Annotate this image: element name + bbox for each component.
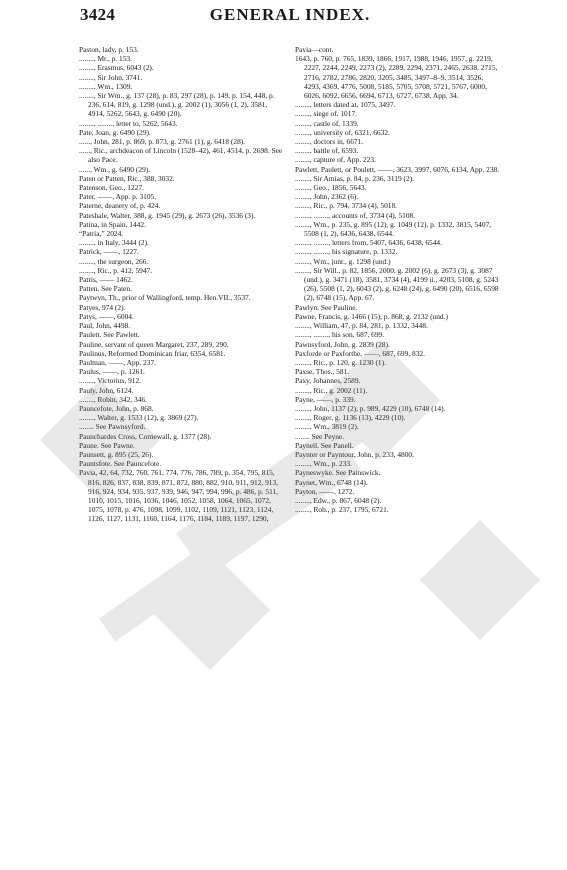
index-entry: ........, the surgeon, 266. bbox=[79, 256, 149, 266]
index-entry: ........, letters dated at, 1075, 3497. bbox=[295, 100, 396, 110]
index-entry: ........ See Peyne. bbox=[295, 431, 345, 441]
index-entry: Payton, ——, 1272. bbox=[295, 486, 355, 496]
index-entry: Paterne, deanery of, p. 424. bbox=[79, 201, 161, 211]
running-title: GENERAL INDEX. bbox=[209, 5, 371, 24]
index-entry: Pavia—cont. bbox=[295, 45, 334, 54]
index-entry: Paunchardes Cross, Cornewall, g. 1377 (28). bbox=[79, 431, 212, 441]
index-entry: Paxforde or Paxforthe, ——, 687, 699, 832. bbox=[295, 348, 425, 358]
index-entry: ........, Sir Amias, p. 84, p. 236, 3119 (2). bbox=[295, 173, 414, 183]
index-entry: ........, Wm., junr., g. 1298 (und.) bbox=[295, 256, 391, 266]
index-entry: ........, university of, 6321, 6632. bbox=[295, 127, 390, 137]
index-entry: “Patria,” 2024. bbox=[79, 229, 124, 239]
index-entry: ........, Wm., p. 233. bbox=[295, 459, 352, 469]
index-entry: Paunsett, g. 895 (25, 26). bbox=[79, 449, 154, 459]
index-entry: Pate, Joan, g. 6490 (29). bbox=[79, 127, 151, 137]
index-entry: ........, Wm., p. 235, g. 895 (12), g. 1049 (12), p. 1332, 3815, 5407, 5508 (1, 2), 6436, 6438, 6544. bbox=[295, 219, 492, 239]
index-entry: ........, Sir Will., p. 82, 1856, 2000, g. 2002 (6), g. 2673 (3), g. 3087 (und.), g. 3471 (18), 3581, 3734 (4), 4199 ii., 4203, 5108, g. 5243 (26), 5508 (1, 2), 6043 (2), g. 6248 (24), g. 6490 (20), 6516, 6598 (2), 6748 (15), App. 67. bbox=[295, 265, 499, 303]
index-entry: Payne, ——, p. 339. bbox=[295, 394, 356, 404]
index-entry: ........, Sir Wm., g. 137 (28), p. 83, 297 (28), p. 149, p. 154, 448, p. 236, 614, 819, g. 1298 (und.), g. 2002 (1), 3056 (1, 2), 3581, 4914, 5262, 5643, g. 6490 (20). bbox=[79, 91, 275, 119]
index-entry: ........, Walter, g. 1533 (12), g. 3869 (27). bbox=[79, 413, 199, 423]
index-entry: ........, ........, his son, 687, 699. bbox=[295, 330, 385, 340]
index-entry: ........, castle of, 1339. bbox=[295, 118, 359, 128]
index-entry: ........, doctors in, 6671. bbox=[295, 137, 364, 147]
page-number: 3424 bbox=[80, 5, 116, 24]
index-entry: Paynter or Payntour, John, p. 233, 4800. bbox=[295, 449, 414, 459]
index-entry: ........, Wm., 3819 (2). bbox=[295, 422, 359, 432]
index-entry: Patenson, Geo., 1227. bbox=[79, 183, 144, 193]
index-entry: Pauline, servant of queen Margaret, 237, 289, 290. bbox=[79, 339, 229, 349]
index-entry: ......, Ric., archdeacon of Lincoln (1528–42), 461, 4514, p. 2698. See also Pace. bbox=[79, 146, 283, 165]
index-entry: ........, ........, his signature, p. 1332. bbox=[295, 247, 398, 257]
index-entry: Pawlyn. See Pauline. bbox=[295, 302, 358, 312]
index-entry: Paynet, Wm., 6748 (14). bbox=[295, 477, 368, 487]
index-entry: ........, Victorius, 912. bbox=[79, 376, 142, 386]
index-entry: Paulman, ——, App. 237. bbox=[79, 357, 156, 367]
index-entry: ......, John, 281, p. 869, p. 873, g. 2761 (1), g. 6418 (28). bbox=[79, 137, 246, 147]
index-entry: Paulinus, Reformed Dominican friar, 6354, 6581. bbox=[79, 348, 226, 358]
index-entry: 1643, p. 760, p. 765, 1839, 1866, 1917, 1988, 1946, 1957, g. 2219, 2227, 2244, 2249, 2273 (2), 2289, 2294, 2371, 2465, 2638, 2715, 2716, 2782, 2786, 2820, 3205, 3485, 3497–8–9, 3514, 3526, 4293, 4369, 4776, 5008, 5185, 5705, 5708, 5721, 5767, 6000, 6026, 6092, 6656, 6694, 6713, 6727, 6738, App. 34. bbox=[295, 54, 498, 101]
index-entry: Paxse, Thos., 581. bbox=[295, 367, 350, 377]
index-entry: Paune. See Pawne. bbox=[79, 440, 135, 450]
index-entry: Pauntsfote. See Pauncefote. bbox=[79, 459, 162, 469]
index-entry: ......, Wm., g. 6490 (29). bbox=[79, 164, 151, 174]
index-entry: ........ See Pawnsyford. bbox=[79, 422, 146, 432]
index-entry: ........, Ric., g. 2002 (11). bbox=[295, 385, 368, 395]
index-entry: ........, in Italy, 3444 (2). bbox=[79, 238, 149, 248]
index-entry: ........, Edw., p. 867, 6048 (2). bbox=[295, 495, 382, 505]
index-entry: ........, John, 2362 (6). bbox=[295, 192, 359, 202]
index-entry: ........, Robin, 342, 346. bbox=[79, 394, 147, 404]
index-entry: Paytwyn, Th., prior of Wallingford, temp. Hen.VII., 3537. bbox=[79, 293, 251, 303]
index-entry: Paulett. See Pawlett. bbox=[79, 330, 140, 340]
index-entry: ........, Roger, g. 1136 (13), 4229 (10). bbox=[295, 413, 406, 423]
page-header bbox=[80, 5, 500, 29]
index-entry: ........, ........, letters from, 5407, 6436, 6438, 6544. bbox=[295, 238, 442, 248]
index-entry: ........, Wm., 1309. bbox=[79, 81, 133, 91]
index-entry: ........, Geo., 1856, 5643. bbox=[295, 183, 367, 193]
index-entry: Pawlett, Paulett, or Poulett, ——, 3623, 3997, 6076, 6134, App. 238. bbox=[295, 164, 500, 174]
index-entry: ........, Sir John, 3741. bbox=[79, 72, 143, 82]
index-entry: ........, ........, accounts of, 3734 (4), 5108. bbox=[295, 210, 416, 220]
index-entry: Pateshale, Walter, 388, g. 1945 (29), g. 2673 (26), 3536 (3). bbox=[79, 210, 256, 220]
index-entry: Pater, ——, App. p. 3105. bbox=[79, 192, 157, 202]
index-entry: Pavia, 42, 64, 732, 760, 761, 774, 776, 786, 789, p. 354, 795, 815, 816, 826, 837, 838, 839, 871, 872, 880, 882, 910, 911, 912, 913, 916, 924, 934, 935, 937, 939, 946, 947, 994, 996, p. 486, p. 511, 1010, 1015, 1016, 1036, 1046, 1052, 1058, 1064, 1065, 1072, 1075, 1078, p. 476, 1098, 1099, 1102, 1109, 1121, 1123, 1124, 1126, 1127, 1131, 1160, 1164, 1176, 1184, 1189, 1197, 1290, bbox=[79, 468, 279, 524]
index-entry: Pawnsyford, John, g. 2839 (28). bbox=[295, 339, 390, 349]
index-entry: Patina, in Spain, 1442. bbox=[79, 219, 146, 229]
index-entry: Paston, lady, p. 153. bbox=[79, 45, 139, 54]
index-entry: Payneswyke. See Painswick. bbox=[295, 468, 381, 478]
index-entry: ........, siege of, 1017. bbox=[295, 109, 357, 119]
index-entry: Patris, —— 1462. bbox=[79, 275, 133, 285]
index-entry: ........, William, 47, p. 84, 281, p. 1332, 3448. bbox=[295, 321, 428, 331]
index-entry: Paulus, ——, p. 1261. bbox=[79, 367, 145, 377]
index-entry: ........, ........, letter to, 5262, 5643. bbox=[79, 118, 178, 128]
index-column-left bbox=[79, 45, 284, 524]
index-entry: Patrick, ——, 1227. bbox=[79, 247, 139, 257]
index-entry: ........, Erasmus, 6043 (2). bbox=[79, 63, 154, 73]
index-entry: Paul, John, 4498. bbox=[79, 321, 131, 331]
index-entry: Pawne, Francis, g. 1466 (15), p. 868, g. 2132 (und.) bbox=[295, 311, 448, 321]
index-entry: Pauncefote, John, p. 868. bbox=[79, 403, 154, 413]
index-entry: ........, capture of, App. 223. bbox=[295, 155, 376, 165]
index-entry: ........, Ric., p. 120, g. 1230 (1). bbox=[295, 357, 386, 367]
index-entry: ........, Rob., p. 237, 1795, 6721. bbox=[295, 505, 389, 515]
index-entry: ........, battle of, 6593. bbox=[295, 146, 359, 156]
index-column-right bbox=[295, 45, 501, 514]
index-entry: ........, Ric., p. 412, 5947. bbox=[79, 265, 153, 275]
index-entry: Patyes, 974 (2). bbox=[79, 302, 126, 312]
index-entry: Paten or Patten, Ric., 388, 3032. bbox=[79, 173, 175, 183]
index-entry: ........, John, 1137 (2), p. 989, 4229 (10), 6748 (14). bbox=[295, 403, 446, 413]
index-entry: Patten. See Paten. bbox=[79, 284, 132, 294]
index-entry: ........, Ric., p. 794, 3734 (4), 5018. bbox=[295, 201, 398, 211]
index-entry: Patys, ——, 6004. bbox=[79, 311, 134, 321]
index-entry: ........, Mr., p. 153. bbox=[79, 54, 132, 64]
index-entry: Pauly, John, 6124. bbox=[79, 385, 134, 395]
index-entry: Paynell. See Panell. bbox=[295, 440, 354, 450]
index-entry: Paxy, Johannes, 2589. bbox=[295, 376, 361, 386]
